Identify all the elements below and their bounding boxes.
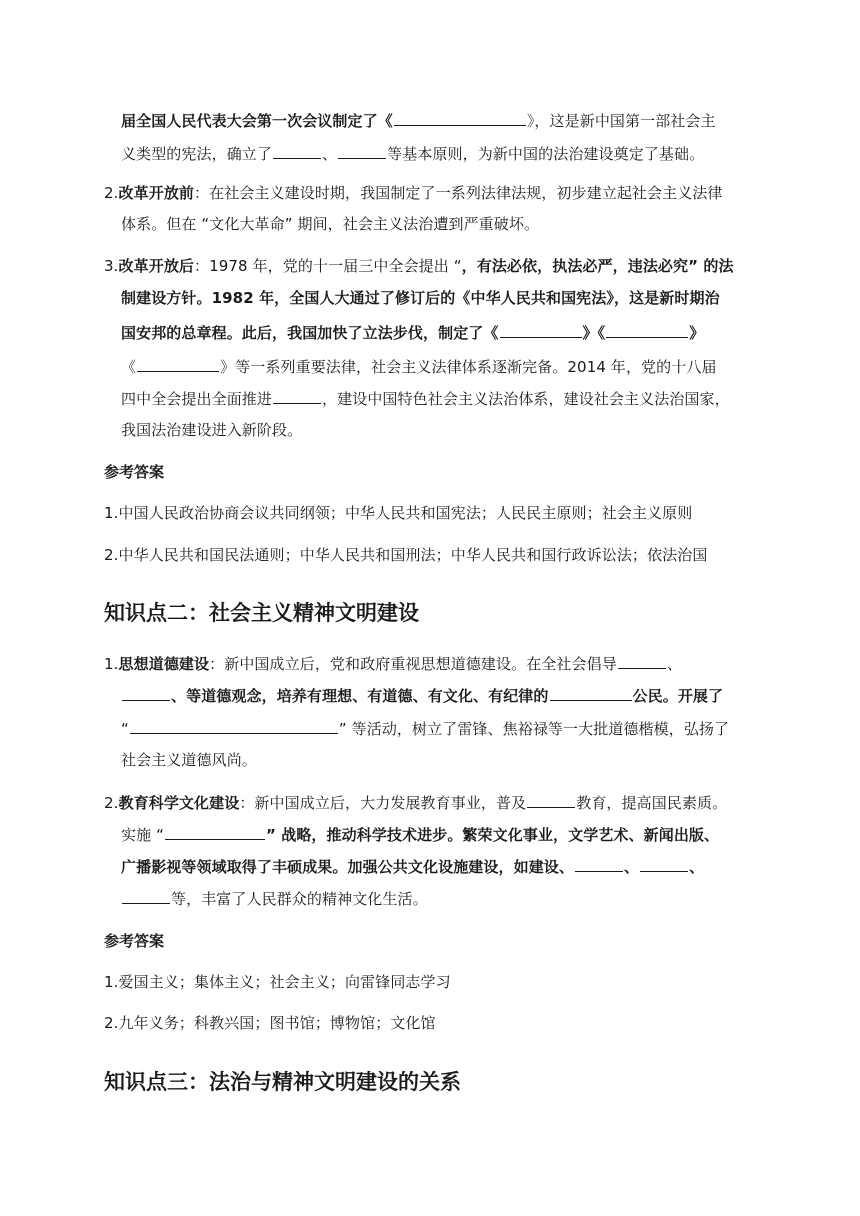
text: 《 [121,358,137,376]
s2-item2-line1 [104,792,727,813]
s2-item1-line4 [121,750,257,770]
text: 公民。开展了 [632,687,724,705]
fill-blank [575,856,623,872]
fill-blank [618,653,666,669]
text: 广播影视等领域取得了丰硕成果。加强公共文化设施建设，如建设、 [121,858,575,876]
text: 义类型的宪法，确立了 [121,145,273,163]
text: “ [121,720,129,738]
item-title: 改革开放后 [118,257,195,275]
text: ：新中国成立后，党和政府重视思想道德建设。在全社会倡导 [209,655,617,673]
s1-item3-line4 [121,356,717,377]
text: ，建设中国特色社会主义法治体系，建设社会主义法治国家， [322,390,730,408]
text: 、 [689,858,705,876]
text: 、等道德观念，培养有理想、有道德、有文化、有纪律的 [171,687,549,705]
text: ：新中国成立后，大力发展教育事业，普及 [239,794,527,812]
fill-blank [130,718,338,734]
fill-blank [273,143,321,159]
fill-blank [500,322,582,338]
s2-item1-line3 [121,718,729,739]
text: 届全国人民代表大会第一次会议制定了《 [121,112,393,130]
fill-blank [606,322,688,338]
text: ” 战略，推动科学技术进步。繁荣文化事业，文学艺术、新闻出版、 [265,826,720,844]
text: 教育，提高国民素质。 [576,794,728,812]
fill-blank [122,685,170,701]
s1-answer-1: 1.中国人民政治协商会议共同纲领；中华人民共和国宪法；人民民主原则；社会主义原则 [104,504,693,522]
text: 四中全会提出全面推进 [121,390,273,408]
s2-answer-heading: 参考答案 [104,932,165,950]
s2-item2-line2 [121,824,719,845]
s1-intro-line2 [121,143,704,164]
s1-item3-line2 [121,288,720,308]
fill-blank [550,685,632,701]
text: ：1978 年，党的十一届三中全会提出 “ [194,257,462,275]
s2-answer-1: 1.爱国主义；集体主义；社会主义；向雷锋同志学习 [104,973,451,991]
text: 、 [322,145,338,163]
text: 我国法治建设进入新阶段。 [121,421,303,439]
s1-item3-line5 [121,388,730,409]
s2-item2-line3 [121,856,704,877]
section2-heading: 知识点二：社会主义精神文明建设 [104,601,419,625]
text: 》等一系列重要法律，社会主义法律体系逐渐完备。2014 年，党的十八届 [220,358,717,376]
text: 、 [624,858,640,876]
fill-blank [137,356,219,372]
section3-heading: 知识点三：法治与精神文明建设的关系 [104,1070,461,1094]
item-title: 改革开放前 [118,184,195,202]
fill-blank [527,792,575,808]
text: 》，这是新中国第一部社会主 [526,112,716,130]
s2-item2-line4 [121,888,428,909]
s2-answer-2: 2.九年义务；科教兴国；图书馆；博物馆；文化馆 [104,1014,436,1032]
text: 》 [689,324,705,342]
fill-blank [165,824,265,840]
s1-answer-heading: 参考答案 [104,463,165,481]
text: 等基本原则，为新中国的法治建设奠定了基础。 [387,145,705,163]
s1-item2-line1 [104,183,723,203]
text: 体系。但在 “文化大革命” 期间，社会主义法治遭到严重破坏。 [121,215,540,233]
item-number: 3. [104,257,119,275]
s1-item3-line3 [121,322,704,343]
item-number: 2. [104,794,119,812]
fill-blank [338,143,386,159]
text: ：在社会主义建设时期，我国制定了一系列法律法规，初步建立起社会主义法律 [194,184,723,202]
s2-item1-line1 [104,653,682,674]
text: 实施 “ [121,826,164,844]
s1-intro-line1 [121,110,716,131]
text: 等，丰富了人民群众的精神文化生活。 [171,890,428,908]
s1-item3-line1 [104,256,734,276]
text: 》《 [582,324,606,342]
item-title: 教育科学文化建设 [118,794,240,812]
fill-blank [640,856,688,872]
text: 国安邦的总章程。此后，我国加快了立法步伐，制定了《 [121,324,499,342]
item-number: 1. [104,655,119,673]
text: ” 等活动，树立了雷锋、焦裕禄等一大批道德楷模，弘扬了 [338,720,730,738]
text: 制建设方针。1982 年，全国人大通过了修订后的《中华人民共和国宪法》，这是新时期治 [121,289,720,307]
text: 社会主义道德风尚。 [121,751,257,769]
item-number: 2. [104,184,119,202]
s1-item2-line2 [121,214,539,234]
item-title: 思想道德建设 [118,655,210,673]
s2-item1-line2 [121,685,723,706]
s1-item3-line6 [121,420,302,440]
text: ，有法必依，执法必严，违法必究” 的法 [461,257,734,275]
fill-blank [122,888,170,904]
text: 、 [666,655,682,673]
fill-blank [394,110,526,126]
fill-blank [273,388,321,404]
s1-answer-2: 2.中华人民共和国民法通则；中华人民共和国刑法；中华人民共和国行政诉讼法；依法治国 [104,546,708,564]
